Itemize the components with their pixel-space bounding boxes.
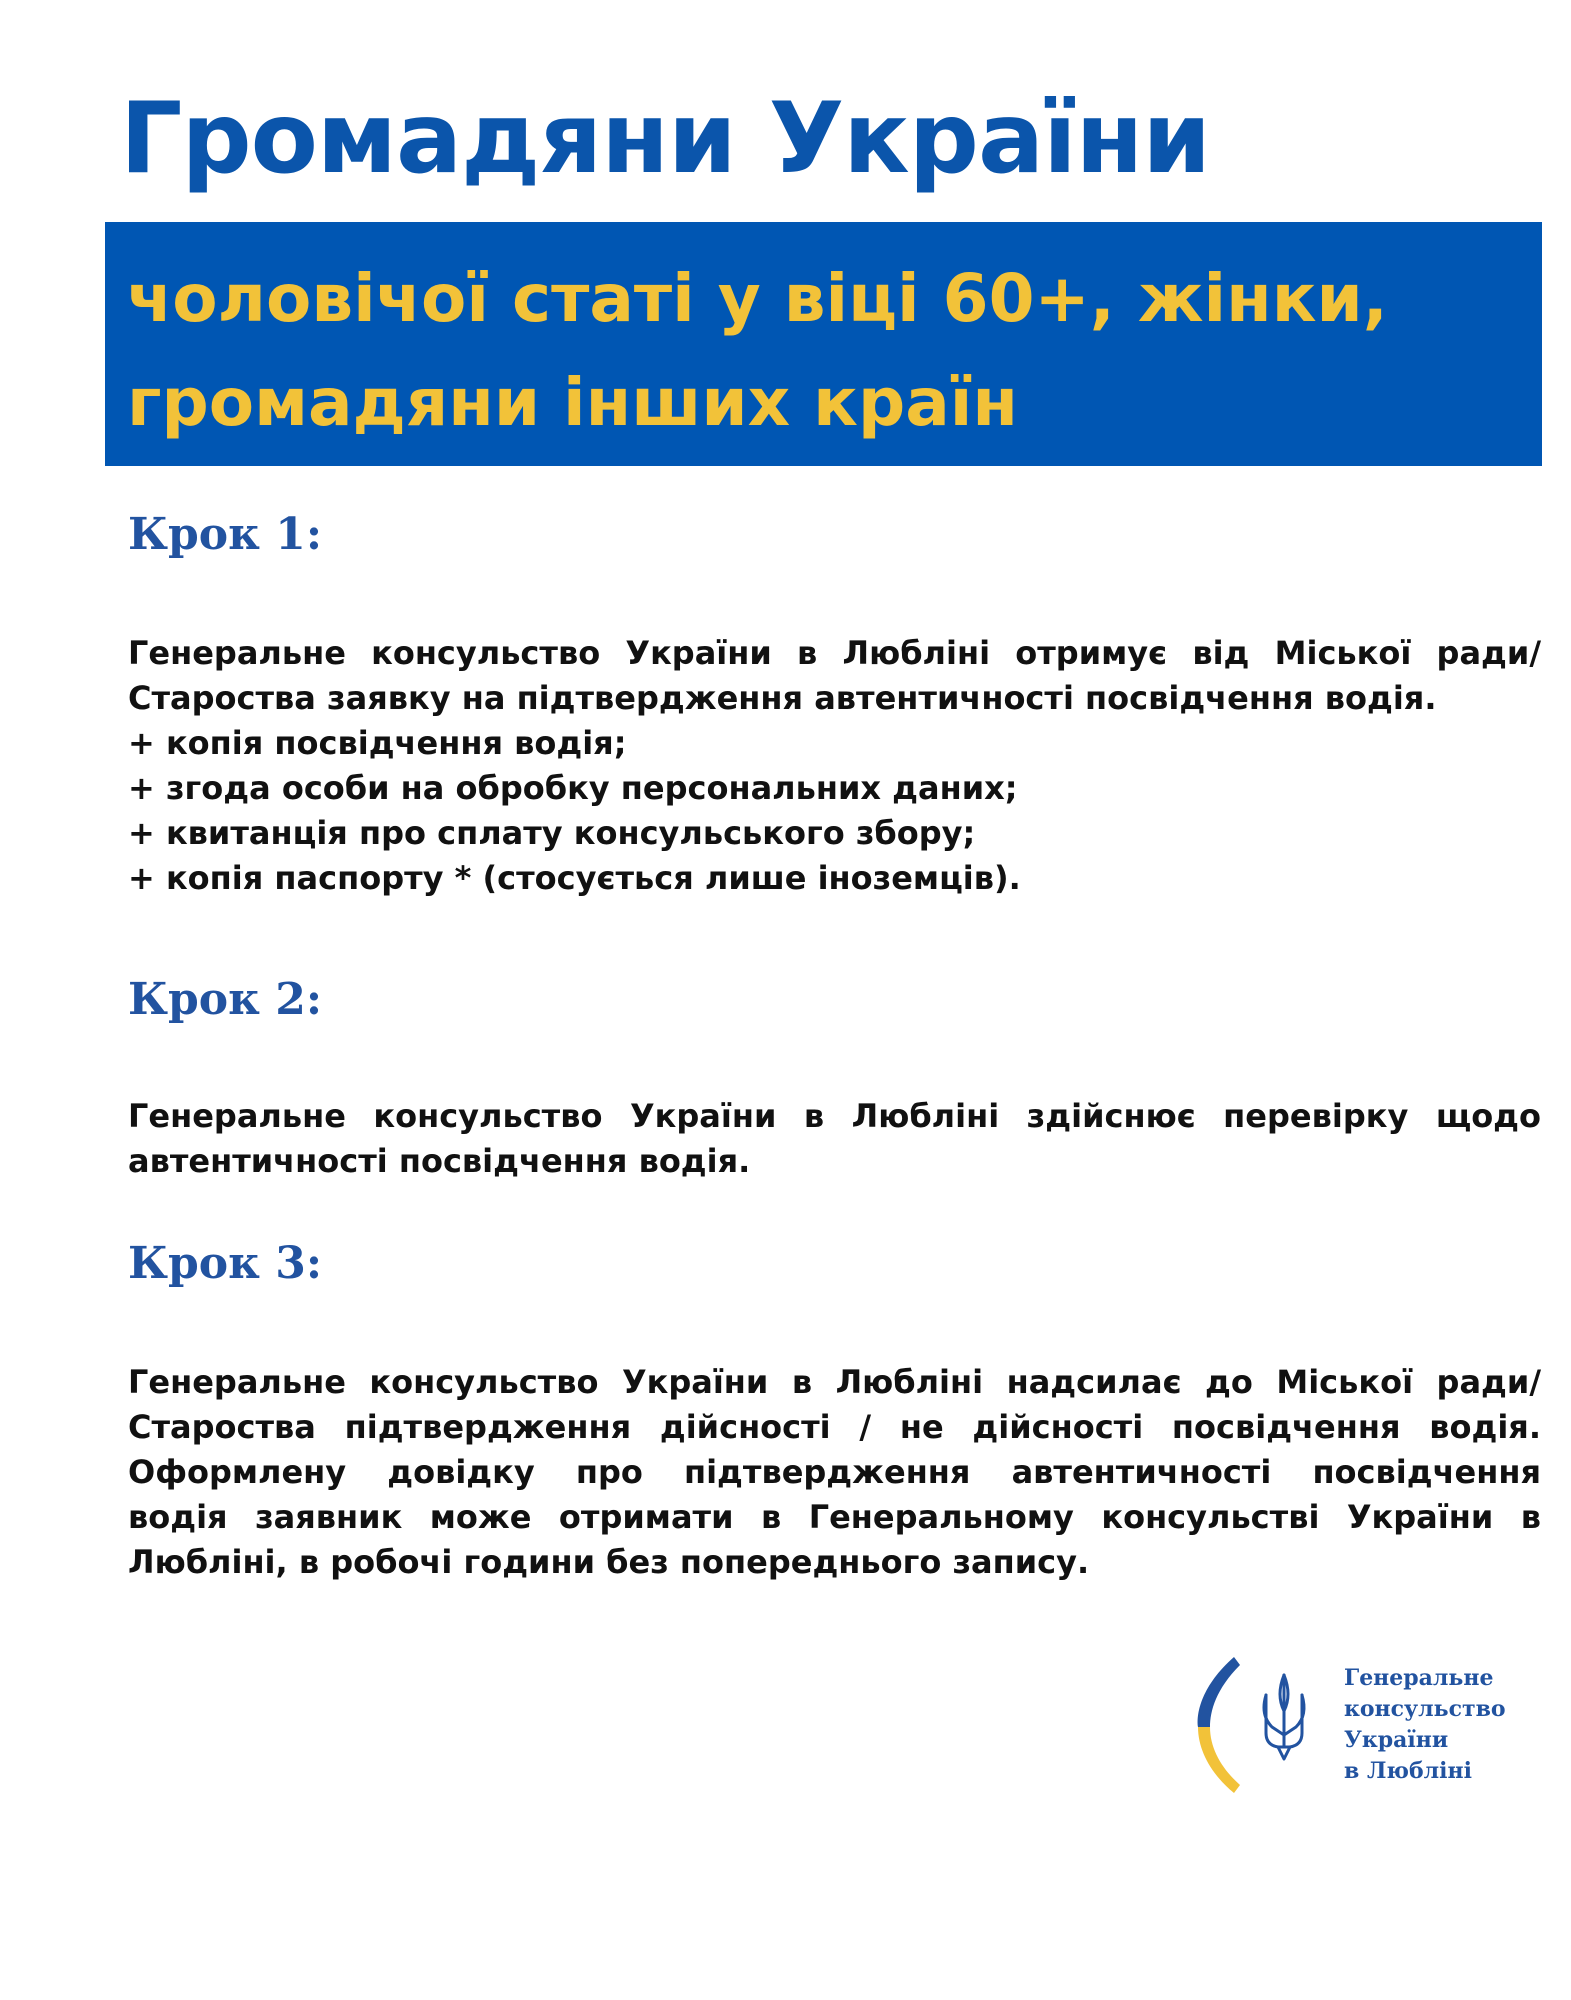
step-1-title: Крок 1: bbox=[128, 509, 323, 560]
step-2-body bbox=[128, 1094, 1541, 1184]
step-1-body bbox=[128, 631, 1541, 901]
list-item: + згода особи на обробку персональних даних; bbox=[128, 769, 1018, 807]
logo-text-line: України bbox=[1344, 1727, 1449, 1753]
body-line: Староства заявку на підтвердження автентичності посвідчення водія. bbox=[128, 679, 1437, 717]
step-2 bbox=[128, 974, 1541, 1184]
body-line: водія заявник може отримати в Генеральному консульстві України в bbox=[128, 1498, 1541, 1536]
logo-mark bbox=[1190, 1655, 1340, 1795]
body-line: Любліні, в робочі години без попереднього запису. bbox=[128, 1543, 1090, 1581]
banner-line: громадяни інших країн bbox=[127, 364, 1018, 441]
body-line: Староства підтвердження дійсності / не дійсності посвідчення водія. bbox=[128, 1408, 1541, 1446]
list-item: + копія паспорту * (стосується лише іноземців). bbox=[128, 859, 1021, 897]
consulate-logo bbox=[1190, 1655, 1550, 1795]
subtitle-banner bbox=[105, 222, 1542, 466]
body-line: Генеральне консульство України в Любліні отримує від Міської ради/ bbox=[128, 634, 1541, 672]
body-line: автентичності посвідчення водія. bbox=[128, 1142, 751, 1180]
banner-line: чоловічої статі у віці 60+, жінки, bbox=[127, 260, 1388, 337]
logo-arc-yellow bbox=[1198, 1727, 1240, 1793]
step-3 bbox=[128, 1238, 1541, 1585]
body-line: Генеральне консульство України в Любліні надсилає до Міської ради/ bbox=[128, 1363, 1541, 1401]
page-title: Громадяни України bbox=[120, 82, 1211, 196]
logo-text bbox=[1344, 1663, 1506, 1787]
trident-icon bbox=[1264, 1675, 1304, 1759]
list-item: + квитанція про сплату консульського збору; bbox=[128, 814, 976, 852]
logo-text-line: Генеральне bbox=[1344, 1665, 1494, 1691]
logo-arc-blue bbox=[1198, 1657, 1240, 1727]
body-line: Оформлену довідку про підтвердження автентичності посвідчення bbox=[128, 1453, 1541, 1491]
step-1 bbox=[128, 509, 1541, 901]
list-item: + копія посвідчення водія; bbox=[128, 724, 627, 762]
body-line: Генеральне консульство України в Любліні здійснює перевірку щодо bbox=[128, 1097, 1541, 1135]
logo-text-line: в Любліні bbox=[1344, 1758, 1472, 1784]
logo-text-line: консульство bbox=[1344, 1696, 1506, 1722]
step-2-title: Крок 2: bbox=[128, 974, 323, 1025]
step-3-title: Крок 3: bbox=[128, 1238, 323, 1289]
step-3-body bbox=[128, 1360, 1541, 1585]
